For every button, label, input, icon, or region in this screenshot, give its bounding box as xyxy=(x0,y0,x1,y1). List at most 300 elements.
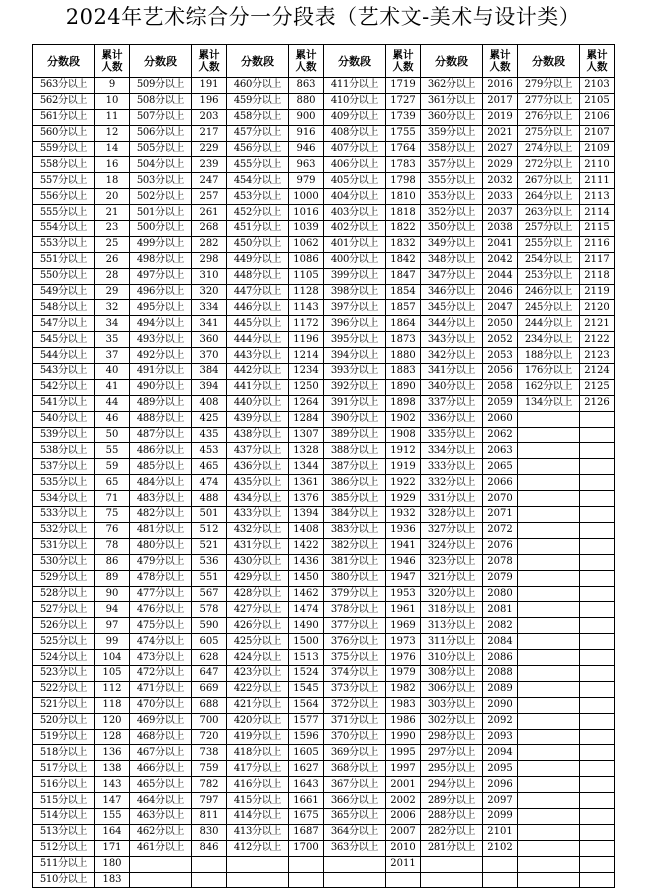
score-range-cell: 532分以上 xyxy=(33,522,95,538)
score-range-cell: 539分以上 xyxy=(33,427,95,443)
cumulative-count-cell: 1880 xyxy=(386,348,421,364)
table-row xyxy=(33,665,615,681)
score-range-cell: 520分以上 xyxy=(33,713,95,729)
cumulative-count-cell: 669 xyxy=(192,681,227,697)
cumulative-count-cell: 2047 xyxy=(483,300,518,316)
cumulative-count-cell: 578 xyxy=(192,602,227,618)
cumulative-count-cell: 2076 xyxy=(483,538,518,554)
cumulative-count-cell: 2123 xyxy=(580,348,615,364)
table-row xyxy=(33,475,615,491)
score-range-cell: 466分以上 xyxy=(130,761,192,777)
cumulative-count-cell: 605 xyxy=(192,634,227,650)
cumulative-count-cell: 21 xyxy=(95,205,130,221)
cumulative-count-cell: 1376 xyxy=(289,491,324,507)
score-range-cell: 279分以上 xyxy=(518,78,580,94)
cumulative-count-cell: 2044 xyxy=(483,268,518,284)
table-row xyxy=(33,713,615,729)
cumulative-count-cell: 2101 xyxy=(483,824,518,840)
cumulative-count-cell: 1016 xyxy=(289,205,324,221)
table-row xyxy=(33,872,615,888)
cumulative-count-cell: 2046 xyxy=(483,284,518,300)
cumulative-count-cell: 2065 xyxy=(483,459,518,475)
score-range-cell: 320分以上 xyxy=(421,586,483,602)
score-range-cell: 412分以上 xyxy=(227,840,289,856)
score-range-cell: 397分以上 xyxy=(324,300,386,316)
score-range-cell: 487分以上 xyxy=(130,427,192,443)
score-range-cell: 528分以上 xyxy=(33,586,95,602)
table-row xyxy=(33,189,615,205)
cumulative-count-cell: 2084 xyxy=(483,634,518,650)
score-range-cell: 277分以上 xyxy=(518,93,580,109)
score-range-cell xyxy=(518,554,580,570)
cumulative-count-cell: 2038 xyxy=(483,221,518,237)
cumulative-count-cell xyxy=(580,475,615,491)
cumulative-count-cell: 1661 xyxy=(289,793,324,809)
cumulative-count-cell: 2059 xyxy=(483,395,518,411)
cumulative-count-cell: 863 xyxy=(289,78,324,94)
score-range-cell: 443分以上 xyxy=(227,348,289,364)
score-range-cell xyxy=(518,618,580,634)
score-distribution-table xyxy=(32,44,615,888)
cumulative-count-cell: 916 xyxy=(289,125,324,141)
cumulative-count-cell: 2092 xyxy=(483,713,518,729)
score-range-cell: 348分以上 xyxy=(421,252,483,268)
cumulative-count-cell: 1719 xyxy=(386,78,421,94)
score-range-cell: 295分以上 xyxy=(421,761,483,777)
score-range-cell: 245分以上 xyxy=(518,300,580,316)
cumulative-count-cell: 590 xyxy=(192,618,227,634)
score-range-cell: 288分以上 xyxy=(421,808,483,824)
score-range-cell xyxy=(518,777,580,793)
score-range-cell xyxy=(518,840,580,856)
score-range-cell: 344分以上 xyxy=(421,316,483,332)
score-range-cell: 476分以上 xyxy=(130,602,192,618)
cumulative-count-cell xyxy=(580,634,615,650)
cumulative-count-cell: 2126 xyxy=(580,395,615,411)
cumulative-count-cell: 567 xyxy=(192,586,227,602)
score-range-cell: 459分以上 xyxy=(227,93,289,109)
score-range-cell: 507分以上 xyxy=(130,109,192,125)
score-range-cell: 542分以上 xyxy=(33,379,95,395)
score-range-cell: 377分以上 xyxy=(324,618,386,634)
cumulative-count-cell: 268 xyxy=(192,221,227,237)
score-range-cell: 345分以上 xyxy=(421,300,483,316)
score-range-cell: 341分以上 xyxy=(421,364,483,380)
cumulative-count-cell: 2081 xyxy=(483,602,518,618)
cumulative-count-cell: 2110 xyxy=(580,157,615,173)
cumulative-count-cell: 1462 xyxy=(289,586,324,602)
cumulative-count-cell: 25 xyxy=(95,236,130,252)
cumulative-count-cell: 155 xyxy=(95,808,130,824)
score-range-cell xyxy=(518,681,580,697)
score-range-cell: 254分以上 xyxy=(518,252,580,268)
cumulative-count-cell xyxy=(580,602,615,618)
cumulative-count-cell: 2099 xyxy=(483,808,518,824)
cumulative-count-cell: 112 xyxy=(95,681,130,697)
cumulative-count-cell: 2053 xyxy=(483,348,518,364)
score-range-cell: 456分以上 xyxy=(227,141,289,157)
score-range-cell: 491分以上 xyxy=(130,364,192,380)
score-range-cell: 506分以上 xyxy=(130,125,192,141)
cumulative-count-cell: 2094 xyxy=(483,745,518,761)
score-range-cell: 376分以上 xyxy=(324,634,386,650)
score-range-cell: 468分以上 xyxy=(130,729,192,745)
score-range-cell: 350分以上 xyxy=(421,221,483,237)
cumulative-count-cell: 32 xyxy=(95,300,130,316)
cumulative-count-cell: 2070 xyxy=(483,491,518,507)
score-range-cell xyxy=(518,491,580,507)
score-range-cell xyxy=(518,570,580,586)
table-row xyxy=(33,316,615,332)
score-range-cell: 415分以上 xyxy=(227,793,289,809)
cumulative-count-cell xyxy=(580,729,615,745)
score-range-cell: 549分以上 xyxy=(33,284,95,300)
score-range-cell: 355分以上 xyxy=(421,173,483,189)
score-range-cell: 275分以上 xyxy=(518,125,580,141)
cumulative-count-cell: 1946 xyxy=(386,554,421,570)
cumulative-count-cell: 1284 xyxy=(289,411,324,427)
cumulative-count-cell: 1577 xyxy=(289,713,324,729)
cumulative-count-cell: 2016 xyxy=(483,78,518,94)
score-range-cell: 510分以上 xyxy=(33,872,95,888)
cumulative-count-cell: 408 xyxy=(192,395,227,411)
cumulative-count-cell: 147 xyxy=(95,793,130,809)
cumulative-count-cell: 1474 xyxy=(289,602,324,618)
cumulative-count-cell: 1912 xyxy=(386,443,421,459)
cumulative-count-cell: 1128 xyxy=(289,284,324,300)
cumulative-count-cell: 1361 xyxy=(289,475,324,491)
table-row xyxy=(33,236,615,252)
score-range-cell xyxy=(130,856,192,872)
score-range-cell: 453分以上 xyxy=(227,189,289,205)
score-range-cell: 525分以上 xyxy=(33,634,95,650)
cumulative-count-cell: 738 xyxy=(192,745,227,761)
score-range-cell: 526分以上 xyxy=(33,618,95,634)
cumulative-count-cell xyxy=(580,538,615,554)
score-range-cell: 263分以上 xyxy=(518,205,580,221)
score-range-cell: 445分以上 xyxy=(227,316,289,332)
cumulative-count-cell xyxy=(580,840,615,856)
cumulative-count-cell: 298 xyxy=(192,252,227,268)
score-range-cell: 422分以上 xyxy=(227,681,289,697)
score-range-cell: 504分以上 xyxy=(130,157,192,173)
score-range-cell xyxy=(518,602,580,618)
score-range-cell: 452分以上 xyxy=(227,205,289,221)
table-row xyxy=(33,650,615,666)
cumulative-count-cell: 2109 xyxy=(580,141,615,157)
score-range-cell: 336分以上 xyxy=(421,411,483,427)
cumulative-count-cell: 2071 xyxy=(483,507,518,523)
score-range-cell: 465分以上 xyxy=(130,777,192,793)
cumulative-count-cell: 360 xyxy=(192,332,227,348)
score-range-cell: 534分以上 xyxy=(33,491,95,507)
score-range-cell: 408分以上 xyxy=(324,125,386,141)
score-range-cell: 386分以上 xyxy=(324,475,386,491)
cumulative-count-cell: 370 xyxy=(192,348,227,364)
score-range-cell: 543分以上 xyxy=(33,364,95,380)
score-range-cell: 399分以上 xyxy=(324,268,386,284)
cumulative-count-cell: 59 xyxy=(95,459,130,475)
cumulative-count-cell: 2089 xyxy=(483,681,518,697)
score-range-cell: 433分以上 xyxy=(227,507,289,523)
score-range-cell: 480分以上 xyxy=(130,538,192,554)
cumulative-count-cell: 1864 xyxy=(386,316,421,332)
score-range-cell xyxy=(518,713,580,729)
score-range-cell: 519分以上 xyxy=(33,729,95,745)
cumulative-count-cell: 2079 xyxy=(483,570,518,586)
score-range-cell: 544分以上 xyxy=(33,348,95,364)
score-range-cell: 463分以上 xyxy=(130,808,192,824)
cumulative-count-cell: 2032 xyxy=(483,173,518,189)
score-range-cell: 393分以上 xyxy=(324,364,386,380)
score-range-cell: 450分以上 xyxy=(227,236,289,252)
score-range-cell: 394分以上 xyxy=(324,348,386,364)
score-range-cell: 162分以上 xyxy=(518,379,580,395)
cumulative-count-cell: 963 xyxy=(289,157,324,173)
score-range-cell xyxy=(518,729,580,745)
score-range-cell: 409分以上 xyxy=(324,109,386,125)
score-range-cell: 417分以上 xyxy=(227,761,289,777)
cumulative-count-cell: 2106 xyxy=(580,109,615,125)
score-range-cell: 550分以上 xyxy=(33,268,95,284)
score-range-cell: 497分以上 xyxy=(130,268,192,284)
score-range-cell: 529分以上 xyxy=(33,570,95,586)
table-row xyxy=(33,602,615,618)
table-row xyxy=(33,697,615,713)
cumulative-count-cell: 1214 xyxy=(289,348,324,364)
score-range-cell: 311分以上 xyxy=(421,634,483,650)
score-range-cell: 298分以上 xyxy=(421,729,483,745)
cumulative-count-cell xyxy=(580,808,615,824)
score-range-cell: 440分以上 xyxy=(227,395,289,411)
score-range-cell: 556分以上 xyxy=(33,189,95,205)
cumulative-count-header: 累计 人数 xyxy=(483,45,518,78)
cumulative-count-cell: 1605 xyxy=(289,745,324,761)
score-range-cell: 414分以上 xyxy=(227,808,289,824)
cumulative-count-cell: 394 xyxy=(192,379,227,395)
cumulative-count-cell: 2119 xyxy=(580,284,615,300)
cumulative-count-cell: 1908 xyxy=(386,427,421,443)
cumulative-count-cell: 797 xyxy=(192,793,227,809)
score-range-cell xyxy=(518,411,580,427)
cumulative-count-cell: 2107 xyxy=(580,125,615,141)
cumulative-count-cell: 71 xyxy=(95,491,130,507)
score-range-cell: 324分以上 xyxy=(421,538,483,554)
cumulative-count-cell: 1842 xyxy=(386,252,421,268)
score-range-cell: 361分以上 xyxy=(421,93,483,109)
score-range-cell: 402分以上 xyxy=(324,221,386,237)
score-range-header: 分数段 xyxy=(130,45,192,78)
score-range-cell: 563分以上 xyxy=(33,78,95,94)
cumulative-count-header: 累计 人数 xyxy=(386,45,421,78)
score-range-cell: 478分以上 xyxy=(130,570,192,586)
score-range-cell: 503分以上 xyxy=(130,173,192,189)
cumulative-count-cell: 1687 xyxy=(289,824,324,840)
cumulative-count-cell: 2029 xyxy=(483,157,518,173)
cumulative-count-cell: 2103 xyxy=(580,78,615,94)
score-range-cell: 458分以上 xyxy=(227,109,289,125)
score-range-cell: 486分以上 xyxy=(130,443,192,459)
score-range-cell: 481分以上 xyxy=(130,522,192,538)
cumulative-count-cell: 647 xyxy=(192,665,227,681)
score-range-cell: 401分以上 xyxy=(324,236,386,252)
cumulative-count-cell: 75 xyxy=(95,507,130,523)
score-range-cell: 257分以上 xyxy=(518,221,580,237)
score-range-cell: 437分以上 xyxy=(227,443,289,459)
table-row xyxy=(33,93,615,109)
cumulative-count-cell: 50 xyxy=(95,427,130,443)
cumulative-count-cell: 1854 xyxy=(386,284,421,300)
cumulative-count-cell: 14 xyxy=(95,141,130,157)
score-range-cell: 337分以上 xyxy=(421,395,483,411)
cumulative-count-cell: 1995 xyxy=(386,745,421,761)
score-range-cell: 281分以上 xyxy=(421,840,483,856)
cumulative-count-cell: 501 xyxy=(192,507,227,523)
score-range-cell: 530分以上 xyxy=(33,554,95,570)
score-range-cell: 518分以上 xyxy=(33,745,95,761)
table-row xyxy=(33,221,615,237)
cumulative-count-cell: 2027 xyxy=(483,141,518,157)
table-row xyxy=(33,459,615,475)
score-range-cell xyxy=(518,761,580,777)
cumulative-count-cell: 1947 xyxy=(386,570,421,586)
score-range-cell: 244分以上 xyxy=(518,316,580,332)
score-range-cell: 349分以上 xyxy=(421,236,483,252)
cumulative-count-cell: 1847 xyxy=(386,268,421,284)
score-range-cell: 323分以上 xyxy=(421,554,483,570)
cumulative-count-cell xyxy=(580,411,615,427)
cumulative-count-cell: 29 xyxy=(95,284,130,300)
cumulative-count-cell: 86 xyxy=(95,554,130,570)
score-range-cell: 547分以上 xyxy=(33,316,95,332)
cumulative-count-cell: 830 xyxy=(192,824,227,840)
cumulative-count-cell: 2088 xyxy=(483,665,518,681)
table-row xyxy=(33,427,615,443)
score-range-cell xyxy=(518,808,580,824)
score-range-cell: 398分以上 xyxy=(324,284,386,300)
cumulative-count-cell: 18 xyxy=(95,173,130,189)
cumulative-count-cell: 1727 xyxy=(386,93,421,109)
score-range-cell: 451分以上 xyxy=(227,221,289,237)
score-range-cell: 509分以上 xyxy=(130,78,192,94)
cumulative-count-cell: 1250 xyxy=(289,379,324,395)
cumulative-count-cell: 1990 xyxy=(386,729,421,745)
score-range-cell: 492分以上 xyxy=(130,348,192,364)
score-range-cell: 531分以上 xyxy=(33,538,95,554)
table-row xyxy=(33,570,615,586)
cumulative-count-cell: 1545 xyxy=(289,681,324,697)
cumulative-count-cell xyxy=(580,618,615,634)
score-range-cell: 471分以上 xyxy=(130,681,192,697)
score-range-cell: 246分以上 xyxy=(518,284,580,300)
cumulative-count-cell xyxy=(580,697,615,713)
table-row xyxy=(33,268,615,284)
cumulative-count-cell: 196 xyxy=(192,93,227,109)
cumulative-count-cell: 2063 xyxy=(483,443,518,459)
cumulative-count-cell: 2125 xyxy=(580,379,615,395)
cumulative-count-cell: 136 xyxy=(95,745,130,761)
score-range-cell: 375分以上 xyxy=(324,650,386,666)
score-range-cell: 432分以上 xyxy=(227,522,289,538)
cumulative-count-cell: 16 xyxy=(95,157,130,173)
cumulative-count-cell: 2117 xyxy=(580,252,615,268)
score-range-cell: 501分以上 xyxy=(130,205,192,221)
score-range-cell: 483分以上 xyxy=(130,491,192,507)
score-range-cell: 310分以上 xyxy=(421,650,483,666)
cumulative-count-cell: 217 xyxy=(192,125,227,141)
cumulative-count-cell: 1983 xyxy=(386,697,421,713)
table-row xyxy=(33,125,615,141)
score-range-cell: 448分以上 xyxy=(227,268,289,284)
score-range-cell: 176分以上 xyxy=(518,364,580,380)
score-range-cell: 475分以上 xyxy=(130,618,192,634)
score-range-cell xyxy=(518,824,580,840)
score-range-cell: 381分以上 xyxy=(324,554,386,570)
score-range-cell: 282分以上 xyxy=(421,824,483,840)
cumulative-count-cell: 1086 xyxy=(289,252,324,268)
cumulative-count-cell: 1700 xyxy=(289,840,324,856)
cumulative-count-cell: 191 xyxy=(192,78,227,94)
cumulative-count-cell xyxy=(580,554,615,570)
cumulative-count-cell xyxy=(580,650,615,666)
cumulative-count-cell xyxy=(192,856,227,872)
table-row xyxy=(33,284,615,300)
cumulative-count-cell xyxy=(580,570,615,586)
cumulative-count-cell: 10 xyxy=(95,93,130,109)
cumulative-count-cell: 488 xyxy=(192,491,227,507)
cumulative-count-cell: 1062 xyxy=(289,236,324,252)
cumulative-count-cell xyxy=(580,872,615,888)
table-header-row xyxy=(33,45,615,78)
cumulative-count-cell: 1596 xyxy=(289,729,324,745)
table-row xyxy=(33,808,615,824)
cumulative-count-cell: 1941 xyxy=(386,538,421,554)
cumulative-count-cell: 2115 xyxy=(580,221,615,237)
cumulative-count-cell xyxy=(580,427,615,443)
cumulative-count-cell: 1524 xyxy=(289,665,324,681)
score-range-cell: 313分以上 xyxy=(421,618,483,634)
score-range-cell: 370分以上 xyxy=(324,729,386,745)
cumulative-count-cell: 1822 xyxy=(386,221,421,237)
cumulative-count-cell: 2072 xyxy=(483,522,518,538)
cumulative-count-cell: 2090 xyxy=(483,697,518,713)
score-range-cell: 474分以上 xyxy=(130,634,192,650)
score-range-cell: 276分以上 xyxy=(518,109,580,125)
score-range-cell: 413分以上 xyxy=(227,824,289,840)
score-range-cell: 388分以上 xyxy=(324,443,386,459)
score-range-cell xyxy=(518,697,580,713)
score-range-cell: 359分以上 xyxy=(421,125,483,141)
score-range-cell: 447分以上 xyxy=(227,284,289,300)
cumulative-count-cell: 2001 xyxy=(386,777,421,793)
score-range-cell: 357分以上 xyxy=(421,157,483,173)
score-range-cell: 411分以上 xyxy=(324,78,386,94)
table-row xyxy=(33,745,615,761)
cumulative-count-cell: 946 xyxy=(289,141,324,157)
score-range-cell xyxy=(518,665,580,681)
cumulative-count-cell xyxy=(192,872,227,888)
cumulative-count-cell: 2058 xyxy=(483,379,518,395)
cumulative-count-cell: 28 xyxy=(95,268,130,284)
cumulative-count-cell: 183 xyxy=(95,872,130,888)
cumulative-count-cell: 628 xyxy=(192,650,227,666)
score-range-header: 分数段 xyxy=(33,45,95,78)
score-range-cell: 455分以上 xyxy=(227,157,289,173)
score-range-cell: 389分以上 xyxy=(324,427,386,443)
cumulative-count-cell: 104 xyxy=(95,650,130,666)
table-row xyxy=(33,252,615,268)
cumulative-count-cell xyxy=(580,665,615,681)
